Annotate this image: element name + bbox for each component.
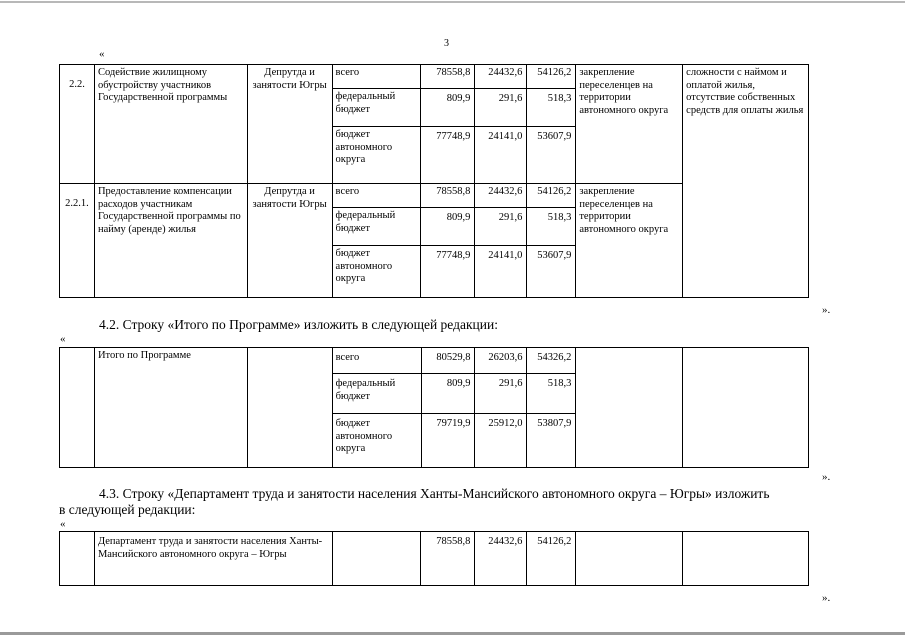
table-row xyxy=(60,348,809,374)
risk-cell: сложности с наймом и оплатой жилья, отсутствие собственных средств для оплаты жилья xyxy=(683,65,809,298)
closing-quote: ». xyxy=(822,592,831,604)
funding-source xyxy=(332,532,421,586)
row-name: Итого по Программе xyxy=(94,348,247,468)
value-year-1: 24141,0 xyxy=(475,246,527,298)
value-total: 809,9 xyxy=(421,374,475,414)
value-total: 77748,9 xyxy=(421,246,475,298)
value-total: 77748,9 xyxy=(421,127,475,184)
value-year-1: 24141,0 xyxy=(475,127,527,184)
row-result: закрепление переселенцев на территории автономного округа xyxy=(576,184,683,298)
section-heading-4-3: 4.3. Строку «Департамент труда и занятости населения Ханты-Мансийского автономного округа – Югры» изложить xyxy=(99,486,770,501)
row-name: Департамент труда и занятости населения Ханты-Мансийского автономного округа – Югры xyxy=(94,532,332,586)
value-year-2: 54126,2 xyxy=(527,65,576,89)
row-name: Предоставление компенсации расходов участникам Государственной программы по найму (аренде) жилья xyxy=(94,184,247,298)
program-table-section-2-2 xyxy=(59,64,809,298)
value-year-2: 54326,2 xyxy=(527,348,576,374)
scan-edge-top xyxy=(0,1,905,3)
funding-source: всего xyxy=(332,348,421,374)
row-responsible: Депрутда и занятости Югры xyxy=(247,65,332,184)
section-heading-4-3-continued: в следующей редакции: xyxy=(59,502,196,517)
section-heading-4-2: 4.2. Строку «Итого по Программе» изложить в следующей редакции: xyxy=(99,317,498,332)
value-year-1: 291,6 xyxy=(475,89,527,127)
funding-source: всего xyxy=(332,65,421,89)
risk-cell xyxy=(683,532,809,586)
value-year-1: 26203,6 xyxy=(475,348,527,374)
funding-source: всего xyxy=(332,184,421,208)
scan-edge-bottom xyxy=(0,632,905,635)
opening-quote: « xyxy=(60,333,66,345)
funding-source: бюджет автономного округа xyxy=(332,414,421,468)
value-year-1: 291,6 xyxy=(475,374,527,414)
value-year-1: 24432,6 xyxy=(475,65,527,89)
value-year-2: 53807,9 xyxy=(527,414,576,468)
value-year-1: 25912,0 xyxy=(475,414,527,468)
row-code: 2.2.1. xyxy=(60,184,95,298)
opening-quote: « xyxy=(60,518,66,530)
table-row xyxy=(60,532,809,586)
value-total: 809,9 xyxy=(421,89,475,127)
value-total: 78558,8 xyxy=(421,184,475,208)
row-code xyxy=(60,532,95,586)
value-year-2: 518,3 xyxy=(527,89,576,127)
value-total: 80529,8 xyxy=(421,348,475,374)
value-year-1: 24432,6 xyxy=(475,184,527,208)
row-responsible xyxy=(247,348,332,468)
funding-source: федеральный бюджет xyxy=(332,208,421,246)
row-result: закрепление переселенцев на территории автономного округа xyxy=(576,65,683,184)
row-result xyxy=(576,348,683,468)
value-year-2: 54126,2 xyxy=(527,532,576,586)
value-year-1: 24432,6 xyxy=(475,532,527,586)
page-number: 3 xyxy=(444,38,449,49)
opening-quote: « xyxy=(99,48,105,60)
value-total: 79719,9 xyxy=(421,414,475,468)
value-total: 78558,8 xyxy=(421,532,475,586)
row-code xyxy=(60,348,95,468)
value-year-2: 518,3 xyxy=(527,374,576,414)
row-code: 2.2. xyxy=(60,65,95,184)
value-year-2: 518,3 xyxy=(527,208,576,246)
value-total: 809,9 xyxy=(421,208,475,246)
closing-quote: ». xyxy=(822,471,831,483)
funding-source: федеральный бюджет xyxy=(332,89,421,127)
closing-quote: ». xyxy=(822,304,831,316)
value-year-2: 53607,9 xyxy=(527,246,576,298)
program-total-table xyxy=(59,347,809,468)
risk-cell xyxy=(683,348,809,468)
funding-source: бюджет автономного округа xyxy=(332,127,421,184)
value-year-1: 291,6 xyxy=(475,208,527,246)
row-responsible: Депрутда и занятости Югры xyxy=(247,184,332,298)
table-row xyxy=(60,65,809,89)
value-year-2: 54126,2 xyxy=(527,184,576,208)
value-year-2: 53607,9 xyxy=(527,127,576,184)
funding-source: бюджет автономного округа xyxy=(332,246,421,298)
funding-source: федеральный бюджет xyxy=(332,374,421,414)
row-result xyxy=(576,532,683,586)
department-table xyxy=(59,531,809,586)
value-total: 78558,8 xyxy=(421,65,475,89)
row-name: Содействие жилищному обустройству участников Государственной программы xyxy=(94,65,247,184)
